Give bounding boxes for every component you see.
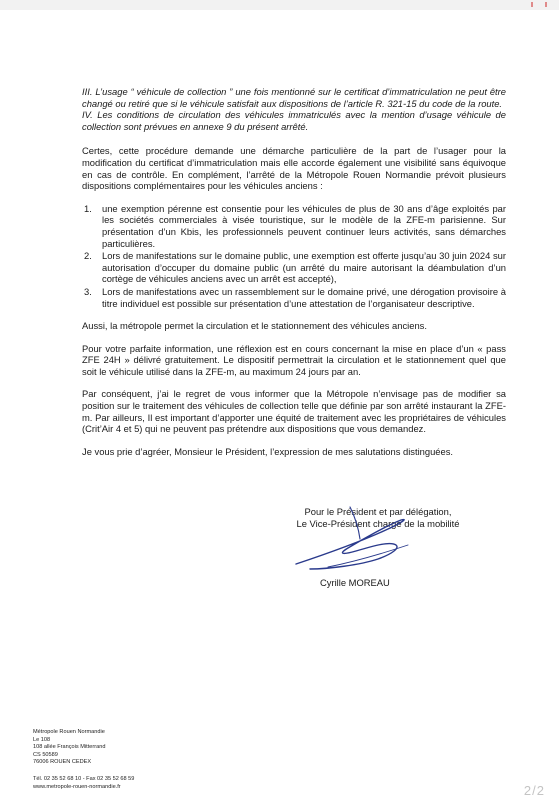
paragraph-aussi: Aussi, la métropole permet la circulation et le stationnement des véhicules anciens. [82, 320, 427, 332]
list-item [82, 203, 506, 249]
signature-line-2: Le Vice-Président chargé de la mobilité [296, 517, 460, 529]
list-item-text: Lors de manifestations avec un rassemblement sur le domaine privé, une dérogation provisoire à titre individuel est possible sur présentation d’une attestation de l’organisateur descriptive. [102, 285, 506, 309]
letter-body [82, 86, 506, 468]
footer-phone-fax: Tél. 02 35 52 68 10 - Fax 02 35 52 68 59 [33, 775, 135, 782]
footer-org: Métropole Rouen Normandie [33, 729, 105, 735]
list-item [82, 250, 506, 285]
footer-cs: CS 50589 [33, 751, 58, 758]
list-item-number: 1. [84, 202, 92, 214]
page-number: 2/2 [523, 783, 545, 798]
list-item [82, 286, 506, 309]
paragraph-consequent: Par conséquent, j’ai le regret de vous informer que la Métropole n’envisage pas de modifier sa position sur le traitement des véhicules de collection telle que définie par son arrêté instaurant la ZFE-m. Par ailleurs, Il est important d’apporter une équité de traitement avec les propriétaires de véhicules (Crit’Air 4 et 5) qui ne peuvent pas prétendre aux dispositions que vous demandez. [82, 388, 506, 435]
letter-page [0, 10, 559, 800]
handwritten-signature [268, 505, 468, 585]
list-item-number: 3. [84, 285, 92, 297]
edge-mark [531, 2, 533, 7]
signer-name: Cyrille MOREAU [320, 577, 390, 588]
paragraph-iv: IV. Les conditions de circulation des véhicules immatriculés avec la mention d’usage véhicule de collection sont prévues en annexe 9 du présent arrêté. [82, 109, 506, 132]
footer-street: 108 allée François Mitterrand [33, 744, 106, 751]
list-item-text: une exemption pérenne est consentie pour les véhicules de plus de 30 ans d’âge exploités par les sociétés commerciales à visée touristique, sur le modèle de la ZFE-m parisienne. Sur présentation d’un Kbis, les professionnels peuvent continuer leurs activités, sans démarches particulières. [102, 202, 506, 249]
signature-line-1: Pour le Président et par délégation, [304, 506, 452, 517]
paragraph-info: Pour votre parfaite information, une réflexion est en cours concernant la mise en place d’un « pass ZFE 24H » délivré gratuitement. Le dispositif permettrait la circulation et le stationnement quel que soit le véhicule utilisé dans la ZFE-m, au maximum 24 jours par an. [82, 342, 506, 377]
list-item-text: Lors de manifestations sur le domaine public, une exemption est offerte jusqu’au 30 juin 2024 sur autorisation d’occuper du domaine public (un arrêté du maire autorisant la déambulation d’un cortège de véhicules anciens avec un arrêt est accepté), [102, 250, 506, 285]
edge-mark [545, 2, 547, 7]
footer-city: 76006 ROUEN CEDEX [33, 759, 92, 766]
paragraph-iii: III. L’usage “ véhicule de collection ” une fois mentionné sur le certificat d’immatriculation ne peut être changé ou retiré que si le véhicule satisfait aux dispositions de l’article R. 321-15 du code de la route. [82, 86, 506, 109]
footer-website-link[interactable]: www.metropole-rouen-normandie.fr [33, 783, 121, 790]
paragraph-closing: Je vous prie d’agréer, Monsieur le Président, l’expression de mes salutations distinguées. [82, 445, 454, 457]
footer-building: Le 108 [33, 736, 51, 743]
paragraph-certes: Certes, cette procédure demande une démarche particulière de la part de l’usager pour la modification du certificat d’immatriculation mais elle accorde également une visibilité sans équivoque en cas de contrôle. En complément, l’arrêté de la Métropole Rouen Normandie prévoit plusieurs dispositions complémentaires pour les véhicules anciens : [82, 145, 506, 192]
list-item-number: 2. [84, 250, 92, 262]
footer-address [33, 729, 134, 791]
provisions-list [82, 203, 506, 309]
